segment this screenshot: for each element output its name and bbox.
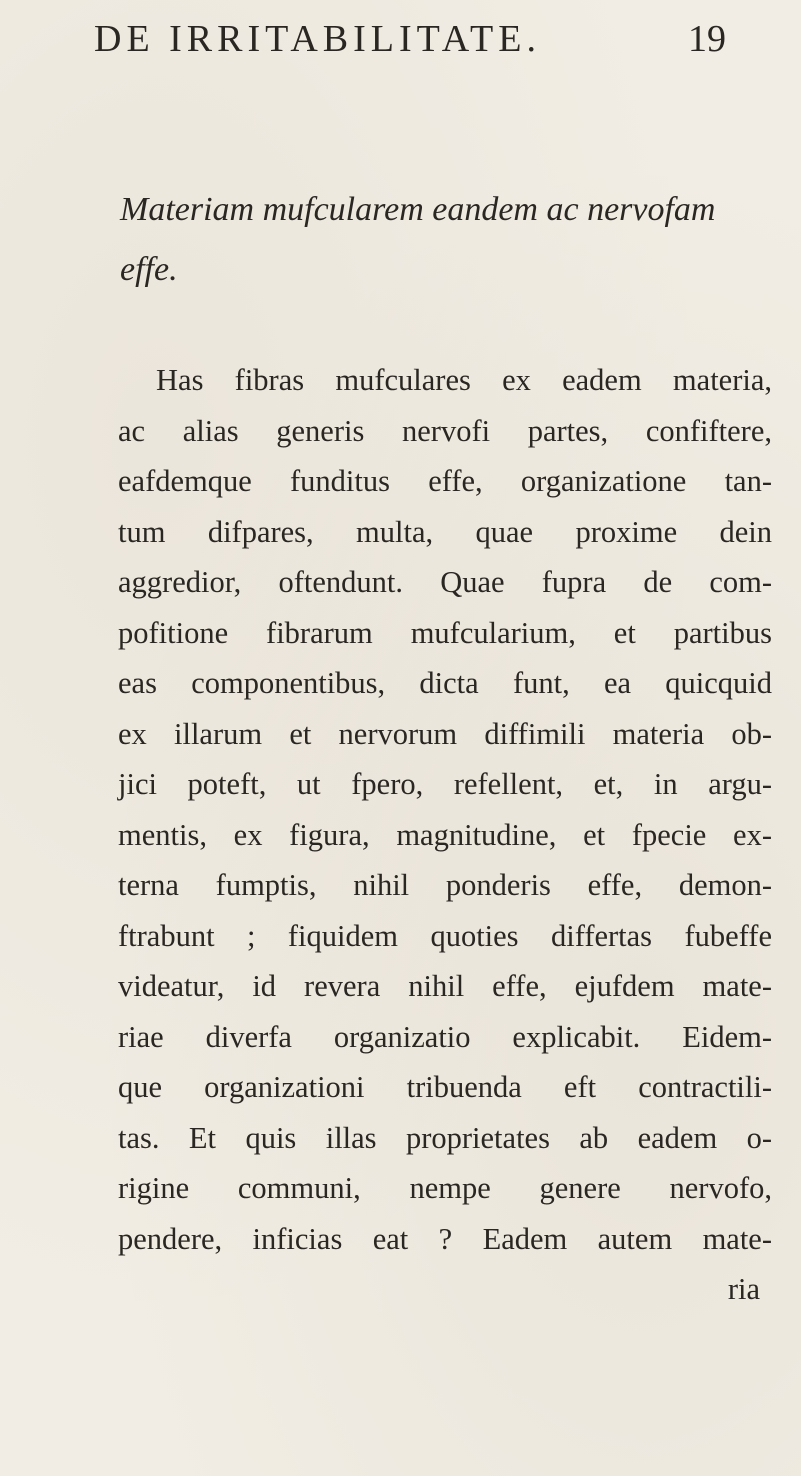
text-line: tas. Et quis illas proprietates ab eadem o- [118, 1120, 772, 1155]
text-line: que organizationi tribuenda eft contractili- [118, 1070, 772, 1104]
text-line: riae diverfa organizatio explicabit. Eidem- [118, 1019, 772, 1054]
text-line: mentis, ex figura, magnitudine, et fpecie ex- [118, 817, 772, 852]
text-line: ftrabunt ; fiquidem quoties differtas fubeffe [118, 918, 772, 953]
text-line: terna fumptis, nihil ponderis effe, demon- [118, 868, 772, 902]
text-line: ac alias generis nervofi partes, confiftere, [118, 413, 772, 448]
text-line: tum difpares, multa, quae proxime dein [118, 514, 772, 549]
page-number: 19 [688, 18, 726, 60]
catchword: ria [727, 1272, 760, 1306]
text-line: jici poteft, ut fpero, refellent, et, in argu- [118, 767, 772, 801]
text-line: eas componentibus, dicta funt, ea quicquid [118, 666, 772, 700]
body-text [118, 355, 772, 1315]
text-line: pendere, inficias eat ? Eadem autem mate- [118, 1221, 772, 1256]
text-line: pofitione fibrarum mufcularium, et partibus [118, 615, 772, 650]
text-line: eafdemque funditus effe, organizatione tan- [118, 464, 772, 498]
text-line: rigine communi, nempe genere nervofo, [118, 1171, 772, 1205]
section-heading: Materiam mufcularem eandem ac nervofam effe. [120, 191, 716, 288]
text-line: Has fibras mufculares ex eadem materia, [156, 363, 772, 397]
text-line: videatur, id revera nihil effe, ejufdem mate- [118, 969, 772, 1003]
running-title: DE IRRITABILITATE. [94, 18, 541, 60]
text-line: aggredior, oftendunt. Quae fupra de com- [118, 565, 772, 599]
page-header [94, 14, 726, 64]
text-line: ex illarum et nervorum diffimili materia ob- [118, 716, 772, 751]
